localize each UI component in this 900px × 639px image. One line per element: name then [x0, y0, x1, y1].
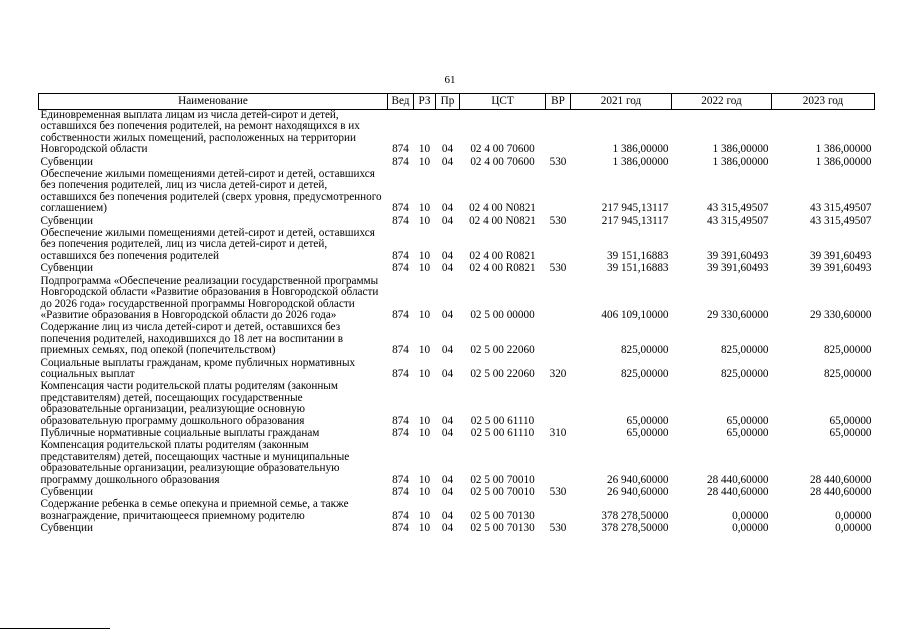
cell-rz: 10 [418, 202, 431, 215]
cell-2023: 39 391,60493 [809, 262, 872, 275]
cell-2021: 26 940,60000 [606, 486, 669, 498]
cell-2023: 39 391,60493 [809, 249, 872, 262]
cell-name: Публичные нормативные социальные выплаты гражданам [40, 426, 320, 439]
cell-2022: 1 386,00000 [712, 155, 769, 168]
cell-rz: 10 [418, 143, 431, 156]
cell-name: Содержание лиц из числа детей-сирот и детей, оставшихся без попечения родителей, находившихся до 18 лет на воспитании в приемных семьях, под опекой (попечительством) [40, 321, 344, 357]
cell-pr: 04 [441, 509, 454, 522]
cell-2023: 28 440,60000 [809, 473, 872, 486]
cell-cst: 02 5 00 70130 [470, 509, 535, 522]
cell-ved: 874 [392, 214, 409, 227]
cell-2022: 825,00000 [720, 367, 769, 380]
cell-pr: 04 [441, 367, 454, 380]
cell-rz: 10 [418, 249, 431, 262]
cell-name: Субвенции [40, 214, 93, 227]
cell-2021: 65,00000 [626, 414, 669, 427]
cell-ved: 874 [392, 202, 409, 215]
cell-2022: 29 330,60000 [706, 308, 769, 321]
table-row [39, 440, 875, 487]
table-row [39, 110, 875, 157]
cell-2021: 825,00000 [620, 367, 669, 380]
cell-2023: 1 386,00000 [815, 143, 872, 156]
cell-pr: 04 [441, 262, 454, 275]
cell-rz: 10 [418, 486, 431, 498]
cell-rz: 10 [418, 344, 431, 357]
cell-2022: 825,00000 [720, 344, 769, 357]
cell-cst: 02 4 00 70600 [470, 143, 535, 156]
cell-name: Единовременная выплата лицам из числа детей-сирот и детей, оставшихся без попечения родителей, на ремонт находящихся в их собственности жилых помещений, расположенных на территории Новгородской области [40, 109, 360, 156]
cell-rz: 10 [418, 214, 431, 227]
table-row [39, 523, 875, 535]
cell-cst: 02 5 00 22060 [470, 367, 535, 380]
cell-pr: 04 [441, 426, 454, 439]
cell-cst: 02 5 00 70010 [470, 486, 535, 498]
cell-cst: 02 5 00 61110 [470, 426, 535, 439]
table-header-row [39, 94, 875, 110]
table-row [39, 228, 875, 263]
cell-name: Компенсация части родительской платы родителям (законным представителям) детей, посещающих государственные образовательные организации, реализующие основную образовательную программу дошкольного образования [40, 380, 338, 427]
cell-2022: 43 315,49507 [706, 202, 769, 215]
cell-2023: 43 315,49507 [809, 214, 872, 227]
cell-cst: 02 4 00 R0821 [469, 262, 536, 275]
cell-2021: 217 945,13117 [601, 214, 669, 227]
cell-pr: 04 [441, 214, 454, 227]
budget-table [38, 93, 875, 536]
cell-2021: 26 940,60000 [606, 473, 669, 486]
cell-cst: 02 5 00 61110 [470, 414, 535, 427]
cell-ved: 874 [392, 426, 409, 439]
cell-rz: 10 [418, 155, 431, 168]
table-row [39, 358, 875, 382]
cell-rz: 10 [418, 414, 431, 427]
cell-cst: 02 5 00 00000 [470, 308, 535, 321]
cell-cst: 02 4 00 70600 [470, 155, 535, 168]
cell-vr [546, 440, 571, 487]
cell-vr [546, 276, 571, 323]
cell-vr [546, 322, 571, 357]
cell-2023: 825,00000 [823, 344, 872, 357]
cell-ved: 874 [392, 249, 409, 262]
cell-2022: 65,00000 [726, 426, 769, 439]
cell-pr: 04 [441, 308, 454, 321]
cell-vr: 530 [549, 486, 567, 498]
header-rz: РЗ [414, 94, 436, 110]
cell-ved: 874 [392, 155, 409, 168]
header-2023: 2023 год [772, 94, 875, 110]
cell-ved: 874 [392, 367, 409, 380]
cell-vr: 530 [549, 262, 567, 275]
cell-cst: 02 4 00 R0821 [469, 249, 536, 262]
cell-vr [546, 110, 571, 157]
cell-name: Субвенции [40, 486, 93, 498]
cell-2022: 28 440,60000 [706, 486, 769, 498]
cell-2021: 406 109,10000 [601, 308, 669, 321]
table-row [39, 499, 875, 523]
cell-2022: 65,00000 [726, 414, 769, 427]
header-ved: Вед [388, 94, 414, 110]
cell-pr: 04 [441, 414, 454, 427]
cell-2021: 825,00000 [620, 344, 669, 357]
cell-cst: 02 4 00 N0821 [469, 202, 536, 215]
page-number: 61 [444, 74, 456, 86]
cell-2023: 0,00000 [835, 522, 872, 535]
cell-name: Компенсация родительской платы родителям (законным представителям) детей, посещающих частные и муниципальные образовательные организации, реализующие образовательную программу дошкольного образования [40, 439, 350, 486]
cell-name: Субвенции [40, 522, 93, 535]
cell-cst: 02 5 00 70010 [470, 473, 535, 486]
cell-2023: 1 386,00000 [815, 155, 872, 168]
table-row [39, 322, 875, 357]
cell-cst: 02 5 00 70130 [470, 522, 535, 535]
table-row [39, 169, 875, 216]
cell-2022: 0,00000 [732, 522, 769, 535]
cell-2023: 29 330,60000 [809, 308, 872, 321]
cell-name: Социальные выплаты гражданам, кроме публичных нормативных социальных выплат [40, 356, 356, 380]
cell-vr [546, 381, 571, 428]
cell-2021: 65,00000 [626, 426, 669, 439]
cell-rz: 10 [418, 426, 431, 439]
cell-2023: 65,00000 [829, 414, 872, 427]
cell-name: Субвенции [40, 262, 93, 275]
cell-2021: 217 945,13117 [601, 202, 669, 215]
cell-2021: 39 151,16883 [606, 262, 669, 275]
cell-rz: 10 [418, 473, 431, 486]
cell-2023: 28 440,60000 [809, 486, 872, 498]
cell-name: Содержание ребенка в семье опекуна и приемной семье, а также вознаграждение, причитающееся приемному родителю [40, 498, 349, 522]
cell-rz: 10 [418, 367, 431, 380]
cell-pr: 04 [441, 143, 454, 156]
header-name: Наименование [39, 94, 388, 110]
cell-2021: 378 278,50000 [601, 509, 669, 522]
cell-rz: 10 [418, 509, 431, 522]
cell-2021: 378 278,50000 [601, 522, 669, 535]
header-pr: Пр [436, 94, 460, 110]
header-cst: ЦСТ [460, 94, 546, 110]
cell-2021: 1 386,00000 [612, 155, 669, 168]
cell-pr: 04 [441, 249, 454, 262]
cell-2023: 0,00000 [835, 509, 872, 522]
cell-2022: 0,00000 [732, 509, 769, 522]
cell-vr [546, 228, 571, 263]
cell-2022: 1 386,00000 [712, 143, 769, 156]
cell-name: Субвенции [40, 155, 93, 168]
cell-vr: 320 [549, 367, 567, 380]
cell-vr: 530 [549, 155, 567, 168]
cell-vr [546, 169, 571, 216]
table-row [39, 381, 875, 428]
header-2022: 2022 год [672, 94, 772, 110]
cell-pr: 04 [441, 202, 454, 215]
cell-ved: 874 [392, 486, 409, 498]
cell-2023: 825,00000 [823, 367, 872, 380]
cell-2021: 1 386,00000 [612, 143, 669, 156]
cell-2022: 43 315,49507 [706, 214, 769, 227]
cell-rz: 10 [418, 308, 431, 321]
header-vr: ВР [546, 94, 571, 110]
cell-vr [546, 499, 571, 523]
cell-2022: 39 391,60493 [706, 262, 769, 275]
cell-name: Обеспечение жилыми помещениями детей-сирот и детей, оставшихся без попечения родителей, лиц из числа детей-сирот и детей, оставшихся без попечения родителей (сверх уровня, предусмотренного соглашением) [40, 168, 382, 215]
cell-2023: 43 315,49507 [809, 202, 872, 215]
cell-pr: 04 [441, 522, 454, 535]
cell-2021: 39 151,16883 [606, 249, 669, 262]
cell-vr: 310 [549, 426, 567, 439]
cell-2023: 65,00000 [829, 426, 872, 439]
cell-rz: 10 [418, 522, 431, 535]
header-2021: 2021 год [571, 94, 672, 110]
cell-pr: 04 [441, 344, 454, 357]
cell-name: Обеспечение жилыми помещениями детей-сирот и детей, оставшихся без попечения родителей, лиц из числа детей-сирот и детей, оставшихся без попечения родителей [40, 227, 375, 262]
cell-ved: 874 [392, 414, 409, 427]
footnote-rule [0, 628, 110, 629]
cell-cst: 02 4 00 N0821 [469, 214, 536, 227]
cell-2022: 39 391,60493 [706, 249, 769, 262]
cell-pr: 04 [441, 155, 454, 168]
cell-pr: 04 [441, 473, 454, 486]
cell-ved: 874 [392, 344, 409, 357]
cell-ved: 874 [392, 308, 409, 321]
cell-cst: 02 5 00 22060 [470, 344, 535, 357]
cell-vr: 530 [549, 214, 567, 227]
cell-pr: 04 [441, 486, 454, 498]
cell-rz: 10 [418, 262, 431, 275]
cell-ved: 874 [392, 522, 409, 535]
cell-2022: 28 440,60000 [706, 473, 769, 486]
cell-name: Подпрограмма «Обеспечение реализации государственной программы Новгородской области «Развитие образования в Новгородской области до 2026 года» государственной программы Новгородской области «Развитие образования в Новгородской области до 2026 года» [40, 274, 379, 321]
table-row [39, 276, 875, 323]
cell-vr: 530 [549, 522, 567, 535]
cell-ved: 874 [392, 262, 409, 275]
cell-ved: 874 [392, 473, 409, 486]
cell-ved: 874 [392, 509, 409, 522]
table-row [39, 263, 875, 275]
cell-ved: 874 [392, 143, 409, 156]
